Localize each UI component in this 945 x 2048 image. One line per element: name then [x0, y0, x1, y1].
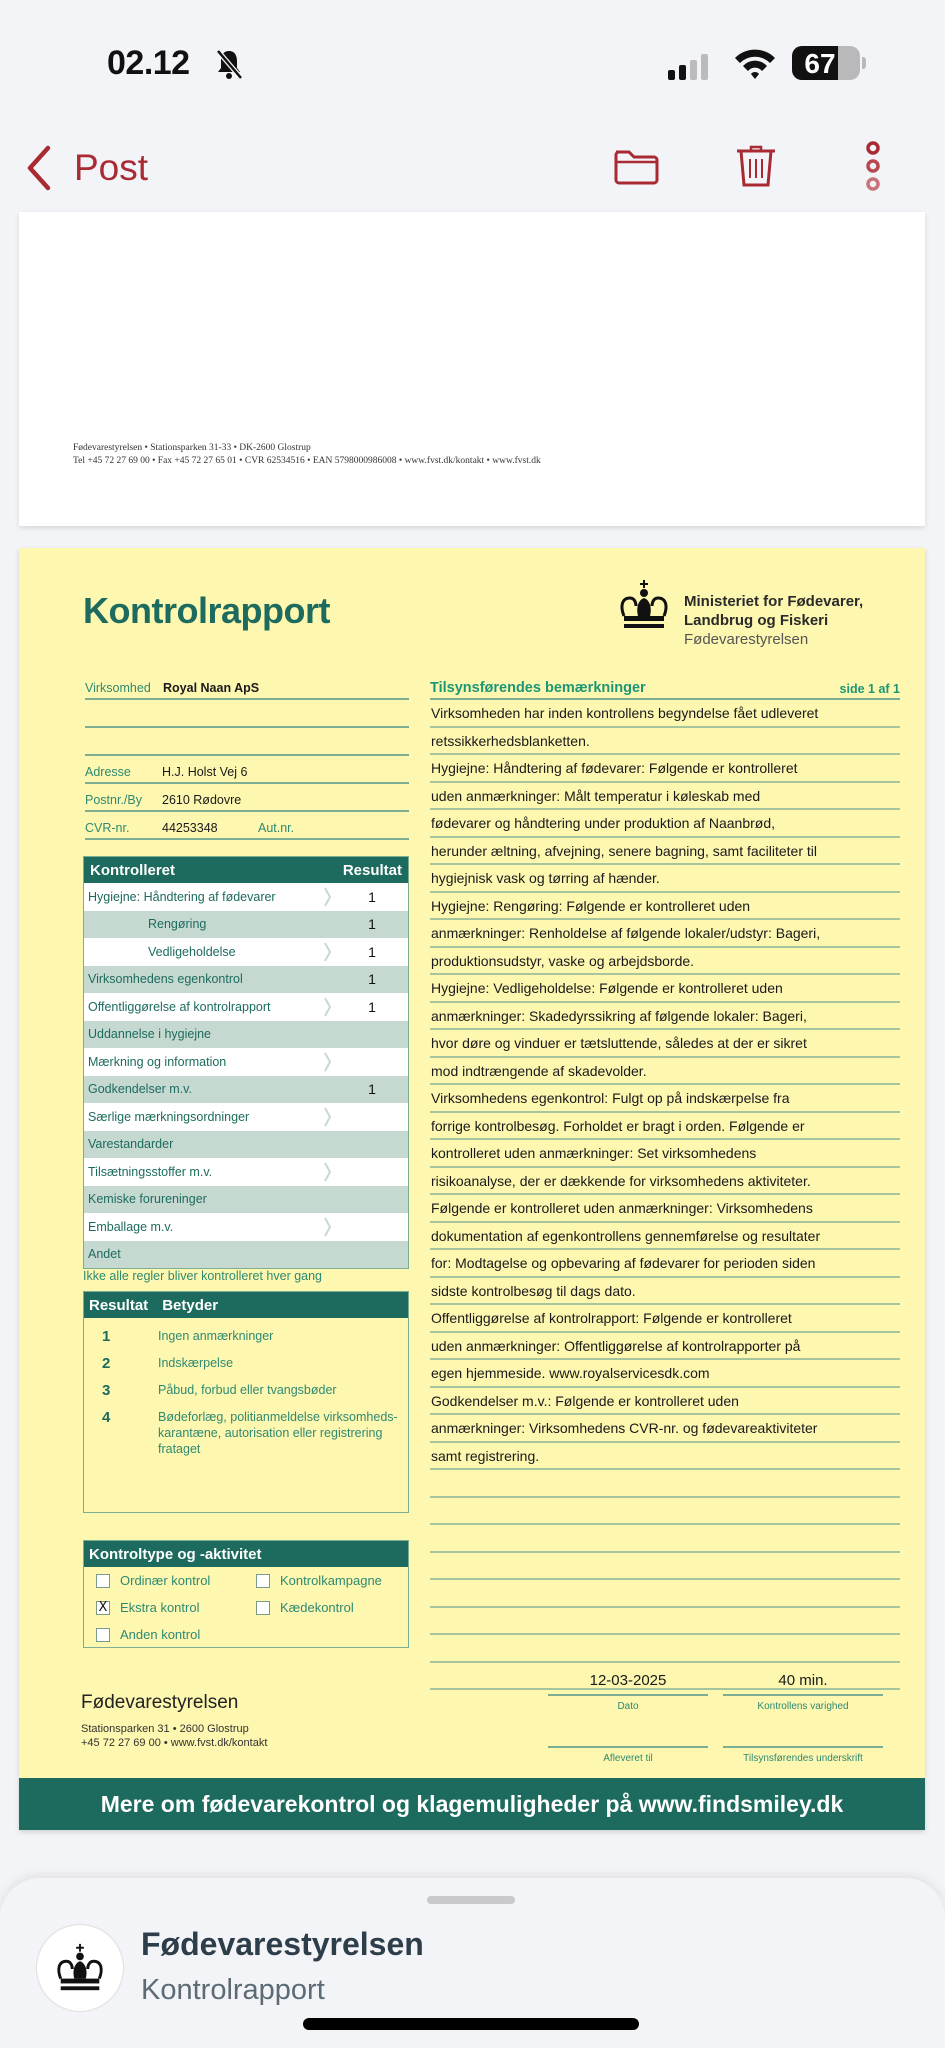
virksomhed-field	[85, 672, 409, 700]
remark-line	[430, 1470, 900, 1498]
remark-line	[430, 1608, 900, 1636]
row-divider-chevron-icon	[324, 997, 332, 1017]
legend-number: 4	[102, 1409, 111, 1426]
control-type-checkbox[interactable]	[96, 1627, 200, 1642]
control-row-name: Godkendelser m.v.	[88, 1082, 192, 1097]
duration-label: Kontrollens varighed	[757, 1701, 849, 1712]
control-type-label: Ekstra kontrol	[120, 1600, 200, 1615]
header-kontrolleret: Kontrolleret	[90, 861, 176, 879]
crown-icon	[53, 1941, 107, 1995]
page-indicator: side 1 af 1	[839, 682, 900, 696]
cvr-value: 44253348	[162, 821, 218, 835]
remark-line: anmærkninger: Renholdelse af følgende lokaler/udstyr: Bageri,	[430, 920, 900, 948]
control-row	[84, 1213, 408, 1241]
legend-item	[84, 1382, 408, 1399]
control-row-name: Virksomhedens egenkontrol	[88, 972, 243, 987]
remarks-header	[430, 672, 900, 700]
row-divider-chevron-icon	[324, 1052, 332, 1072]
chevron-left-icon	[24, 144, 54, 192]
control-row	[84, 966, 408, 994]
remark-line: herunder æltning, afvejning, senere bagning, samt faciliteter til	[430, 838, 900, 866]
remark-line: Offentliggørelse af kontrolrapport: Følgende er kontrolleret	[430, 1305, 900, 1333]
remark-line: dokumentation af egenkontrollens gennemførelse og resultater	[430, 1223, 900, 1251]
row-divider-chevron-icon	[324, 1135, 332, 1155]
remark-line: mod indtrængende af skadevolder.	[430, 1058, 900, 1086]
agency-footer	[81, 1692, 267, 1750]
handed-to-label: Afleveret til	[603, 1753, 653, 1764]
agency-footer-contact: +45 72 27 69 00 • www.fvst.dk/kontakt	[81, 1737, 268, 1749]
legend-header-betyder: Betyder	[162, 1296, 219, 1314]
row-divider-chevron-icon	[324, 1190, 332, 1210]
control-type-label: Anden kontrol	[120, 1627, 201, 1642]
date-value: 12-03-2025	[589, 1672, 667, 1689]
row-divider-chevron-icon	[324, 887, 332, 907]
ministry-line: Landbrug og Fiskeri	[684, 612, 829, 629]
remark-line: risikoanalyse, der er dækkende for virksomhedens aktiviteter.	[430, 1168, 900, 1196]
remark-line: fødevarer og håndtering under produktion af Naanbrød,	[430, 810, 900, 838]
virksomhed-label: Virksomhed	[85, 681, 151, 695]
checked-box-icon[interactable]: X	[96, 1601, 110, 1615]
control-row	[84, 883, 408, 911]
control-type-checkbox[interactable]	[96, 1600, 199, 1615]
agency-name: Fødevarestyrelsen	[684, 631, 809, 648]
report-page	[19, 548, 925, 1830]
remark-line	[430, 1553, 900, 1581]
legend-text: Indskærpelse	[158, 1356, 234, 1370]
legend-header-resultat: Resultat	[89, 1296, 149, 1314]
crown-logo-icon	[616, 580, 672, 630]
legend-item	[84, 1355, 408, 1372]
trash-icon[interactable]	[730, 140, 782, 192]
inspector-remarks	[430, 672, 900, 1690]
blank-field	[85, 728, 409, 756]
control-row	[84, 1021, 408, 1049]
control-row	[84, 1076, 408, 1104]
control-row-result: 1	[368, 998, 376, 1015]
legend-text: Ingen anmærkninger	[158, 1329, 274, 1343]
adresse-field	[85, 756, 409, 784]
control-row	[84, 1048, 408, 1076]
back-button[interactable]	[24, 144, 148, 192]
legend-item	[84, 1328, 408, 1345]
remark-line: samt registrering.	[430, 1443, 900, 1471]
remark-line: Hygiejne: Håndtering af fødevarer: Følgende er kontrolleret	[430, 755, 900, 783]
remark-line: Virksomhedens egenkontrol: Fulgt op på indskærpelse fra	[430, 1085, 900, 1113]
agency-footer-name: Fødevarestyrelsen	[81, 1692, 239, 1713]
remark-line	[430, 1525, 900, 1553]
control-row	[84, 1131, 408, 1159]
control-row-result: 1	[368, 943, 376, 960]
postnr-field	[85, 784, 409, 812]
control-row	[84, 911, 408, 939]
sheet-grabber[interactable]	[427, 1896, 515, 1904]
cellular-signal-icon	[668, 54, 708, 80]
company-info	[85, 672, 409, 840]
control-row-name: Varestandarder	[88, 1137, 174, 1152]
wifi-icon	[733, 46, 777, 80]
control-row-name: Andet	[88, 1247, 121, 1262]
checkbox-icon[interactable]	[96, 1574, 110, 1588]
control-row-name: Tilsætningsstoffer m.v.	[88, 1164, 213, 1179]
row-divider-chevron-icon	[324, 1025, 332, 1045]
control-row-name: Særlige mærkningsordninger	[88, 1109, 250, 1124]
row-divider-chevron-icon	[324, 1162, 332, 1182]
control-row-name: Kemiske forureninger	[88, 1192, 207, 1207]
remark-line: anmærkninger: Virksomhedens CVR-nr. og fødevareaktiviteter	[430, 1415, 900, 1443]
remark-line	[430, 1498, 900, 1526]
control-type-box	[83, 1540, 409, 1648]
row-divider-chevron-icon	[324, 1107, 332, 1127]
control-note: Ikke alle regler bliver kontrolleret hver gang	[83, 1269, 323, 1283]
control-table-header	[84, 857, 408, 883]
control-row	[84, 938, 408, 966]
control-row-name: Vedligeholdelse	[148, 944, 236, 959]
control-type-checkbox[interactable]	[256, 1600, 354, 1615]
row-divider-chevron-icon	[324, 942, 332, 962]
control-type-checkbox[interactable]	[96, 1573, 210, 1588]
control-type-label: Kædekontrol	[280, 1600, 354, 1615]
battery-tip	[862, 57, 866, 69]
legend-item	[84, 1409, 408, 1457]
checkbox-icon[interactable]	[96, 1628, 110, 1642]
signature-label: Tilsynsførendes underskrift	[743, 1753, 863, 1764]
remark-line	[430, 1580, 900, 1608]
control-table	[83, 856, 409, 1269]
folder-icon[interactable]	[610, 140, 662, 192]
handed-to-field	[548, 1724, 708, 1764]
control-row	[84, 1158, 408, 1186]
remark-line	[430, 1635, 900, 1663]
date-label: Dato	[617, 1701, 639, 1712]
remark-line: Virksomheden har inden kontrollens begyndelse fået udleveret	[430, 700, 900, 728]
control-row	[84, 1186, 408, 1214]
remark-line: Følgende er kontrolleret uden anmærkninger: Virksomhedens	[430, 1195, 900, 1223]
report-title: Kontrolrapport	[83, 590, 330, 631]
remark-line: produktionsudstyr, vaske og arbejdsborde.	[430, 948, 900, 976]
remark-line: for: Modtagelse og opbevaring af fødevarer for perioden siden	[430, 1250, 900, 1278]
remarks-title: Tilsynsførendes bemærkninger	[430, 680, 646, 696]
back-label: Post	[74, 147, 149, 188]
remark-line: Hygiejne: Rengøring: Følgende er kontrolleret uden	[430, 893, 900, 921]
control-row-name: Emballage m.v.	[88, 1219, 174, 1234]
date-field	[548, 1672, 708, 1712]
agency-footer-address: Stationsparken 31 • 2600 Glostrup	[81, 1723, 249, 1735]
postnr-value: 2610 Rødovre	[162, 793, 242, 807]
duration-field	[723, 1672, 883, 1712]
cvr-field	[85, 812, 409, 840]
row-divider-chevron-icon	[324, 915, 332, 935]
findsmiley-banner: Mere om fødevarekontrol og klagemuligheder på www.findsmiley.dk	[19, 1778, 925, 1830]
bottom-sheet[interactable]	[0, 1878, 945, 2048]
control-row-name: Mærkning og information	[88, 1054, 227, 1069]
home-indicator	[303, 2018, 639, 2030]
control-row-result: 1	[368, 971, 376, 988]
cvr-label: CVR-nr.	[85, 821, 130, 835]
control-row-name: Hygiejne: Håndtering af fødevarer	[88, 889, 276, 904]
sender-name: Fødevarestyrelsen	[141, 1926, 424, 1962]
battery-icon	[792, 46, 860, 80]
control-type-label: Kontrolkampagne	[280, 1573, 382, 1588]
silent-bell-icon	[214, 48, 244, 80]
remark-line: egen hjemmeside. www.royalservicesdk.com	[430, 1360, 900, 1388]
letter-footer	[73, 442, 541, 468]
legend-number: 2	[102, 1355, 111, 1372]
control-row-result: 1	[368, 1081, 376, 1098]
checkbox-icon[interactable]	[256, 1601, 270, 1615]
remark-line: Godkendelser m.v.: Følgende er kontrolleret uden	[430, 1388, 900, 1416]
virksomhed-value: Royal Naan ApS	[163, 681, 260, 695]
row-divider-chevron-icon	[324, 1217, 332, 1237]
checkbox-icon[interactable]	[256, 1574, 270, 1588]
remark-line: anmærkninger: Skadedyrssikring af følgende lokaler: Bageri,	[430, 1003, 900, 1031]
row-divider-chevron-icon	[324, 1245, 332, 1265]
status-time: 02.12	[107, 44, 190, 82]
ministry-name	[684, 592, 863, 649]
remark-line: hygiejnisk vask og tørring af hænder.	[430, 865, 900, 893]
legend-text: Påbud, forbud eller tvangsbøder	[158, 1383, 337, 1397]
letter-footer-line: Tel +45 72 27 69 00 • Fax +45 72 27 65 01 • CVR 62534516 • EAN 5798000986008 • www.fvst.dk/kontakt • www.fvst.dk	[73, 456, 541, 466]
control-row-name: Offentliggørelse af kontrolrapport	[88, 999, 271, 1014]
control-type-label: Ordinær kontrol	[120, 1573, 211, 1588]
adresse-value: H.J. Holst Vej 6	[162, 765, 248, 779]
row-divider-chevron-icon	[324, 970, 332, 990]
control-row-result: 1	[368, 888, 376, 905]
navigation-bar	[0, 130, 945, 210]
header-resultat: Resultat	[342, 861, 402, 879]
adresse-label: Adresse	[85, 765, 131, 779]
postnr-label: Postnr./By	[85, 793, 142, 807]
remark-line: retssikkerhedsblanketten.	[430, 728, 900, 756]
ministry-line: Ministeriet for Fødevarer,	[684, 593, 864, 610]
legend-number: 1	[102, 1328, 111, 1345]
remark-line: Hygiejne: Vedligeholdelse: Følgende er kontrolleret uden	[430, 975, 900, 1003]
remark-line: uden anmærkninger: Offentliggørelse af kontrolrapporter på	[430, 1333, 900, 1361]
control-type-checkbox[interactable]	[256, 1573, 382, 1588]
legend-text: Bødeforlæg, politianmeldelse virksomheds-karantæne, autorisation eller registrering frataget	[158, 1410, 398, 1456]
control-row	[84, 1103, 408, 1131]
remark-line: hvor døre og vinduer er tætsluttende, således at der er sikret	[430, 1030, 900, 1058]
sender-avatar	[36, 1924, 124, 2012]
remark-line: sidste kontrolbesøg til dags dato.	[430, 1278, 900, 1306]
row-divider-chevron-icon	[324, 1080, 332, 1100]
remark-line: kontrolleret uden anmærkninger: Set virksomhedens	[430, 1140, 900, 1168]
control-row-result: 1	[368, 916, 376, 933]
legend-number: 3	[102, 1382, 111, 1399]
signature-field	[723, 1724, 883, 1764]
control-row-name: Rengøring	[148, 917, 207, 932]
aut-label: Aut.nr.	[258, 821, 295, 835]
remark-line: uden anmærkninger: Målt temperatur i køleskab med	[430, 783, 900, 811]
previous-page	[19, 212, 925, 526]
status-bar	[0, 0, 945, 120]
control-row	[84, 1241, 408, 1269]
document-name: Kontrolrapport	[141, 1974, 325, 2006]
letter-footer-line: Fødevarestyrelsen • Stationsparken 31-33 • DK-2600 Glostrup	[73, 443, 311, 453]
result-legend	[83, 1291, 409, 1513]
control-row-name: Uddannelse i hygiejne	[88, 1027, 212, 1042]
control-row	[84, 993, 408, 1021]
legend-header	[84, 1292, 408, 1318]
remark-line: forrige kontrolbesøg. Forholdet er bragt i orden. Følgende er	[430, 1113, 900, 1141]
more-icon[interactable]	[848, 140, 898, 192]
battery-level: 67	[804, 48, 836, 79]
blank-field	[85, 700, 409, 728]
control-type-header: Kontroltype og -aktivitet	[84, 1541, 408, 1567]
duration-value: 40 min.	[778, 1672, 828, 1689]
